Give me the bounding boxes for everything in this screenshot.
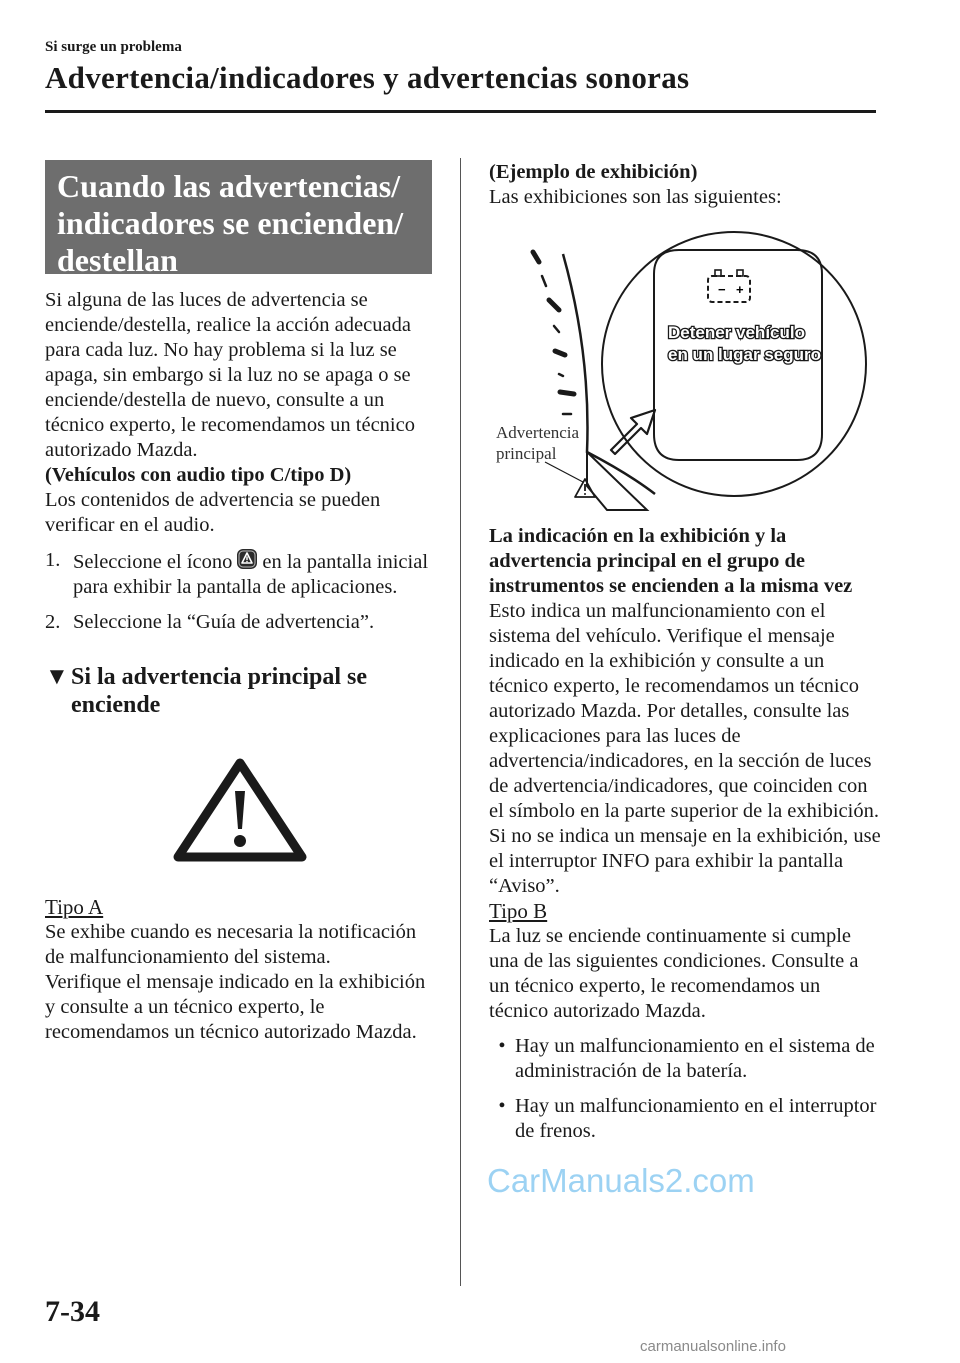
tipo-b-heading: Tipo B (489, 899, 548, 923)
header-rule (45, 110, 876, 113)
section-title-box: Cuando las advertencias/ indicadores se encienden/ destellan (45, 160, 432, 274)
audio-text: Los contenidos de advertencia se pueden verificar en el audio. (45, 489, 381, 536)
tipo-a-heading: Tipo A (45, 895, 104, 919)
step-number: 1. (45, 549, 61, 571)
bullet-icon: • (498, 1035, 506, 1057)
example-heading: (Ejemplo de exhibición) (489, 161, 698, 183)
tipo-a-text-2: Verifique el mensaje indicado en la exhibición y consulte a un técnico experto, le recomendamos un técnico autorizado Mazda. (45, 971, 426, 1043)
subsection-heading-text: Si la advertencia principal se enciende (71, 664, 367, 718)
simultaneous-body: Esto indica un malfuncionamiento con el sistema del vehículo. Verifique el mensaje indicado en la exhibición y consulte a un técnico experto, le recomendamos un técnico autorizado Mazda. Por detalles, consulte las explicaciones para las luces de advertencia/indicadores, en la sección de luces de advertencia/indicadores, que coinciden con el símbolo en la parte superior de la exhibición. Si no se indica un mensaje en la exhibición, use el interruptor INFO para exhibir la pantalla “Aviso”. (489, 600, 881, 897)
list-item (489, 1034, 884, 1084)
step-number: 2. (45, 611, 61, 633)
callout-line-1: Advertencia (496, 423, 580, 442)
display-example-figure (479, 224, 874, 514)
master-warning-icon (575, 479, 595, 497)
battery-plus-sign: + (736, 282, 744, 297)
subsection-heading (45, 663, 435, 719)
steps-list (45, 548, 435, 635)
bullet-icon: • (498, 1095, 506, 1117)
tipo-a-text: Se exhibe cuando es necesaria la notificación de malfuncionamiento del sistema. (45, 921, 417, 968)
bullet-text: Hay un malfuncionamiento en el sistema de administración de la batería. (515, 1035, 875, 1082)
display-message-line-2: en un lugar seguro (668, 345, 822, 364)
step-item (45, 610, 435, 635)
app-icon (236, 548, 258, 570)
tipo-b-text: La luz se enciende continuamente si cumple una de las siguientes condiciones. Consulte a un técnico experto, le recomendamos un técnico autorizado Mazda. (489, 925, 859, 1022)
page-number: 7-34 (45, 1295, 100, 1328)
audio-heading: (Vehículos con audio tipo C/tipo D) (45, 464, 352, 486)
bullet-text: Hay un malfuncionamiento en el interruptor de frenos. (515, 1095, 877, 1142)
callout-leader-line (545, 462, 583, 482)
page-header: Advertencia/indicadores y advertencias sonoras (45, 60, 690, 95)
left-column (45, 160, 435, 1045)
section-label: Si surge un problema (45, 39, 182, 55)
intro-paragraph: Si alguna de las luces de advertencia se enciende/destella, realice la acción adecuada para cada luz. No hay problema si la luz se apaga, sin embargo si la luz no se apaga o se enciende/destella de nuevo, consulte a un técnico experto, le recomendamos un técnico autorizado Mazda. (45, 289, 415, 461)
list-item (489, 1094, 884, 1144)
example-text: Las exhibiciones son las siguientes: (489, 186, 782, 208)
master-warning-callout (496, 422, 579, 464)
battery-minus-sign: − (718, 282, 726, 297)
simultaneous-heading: La indicación en la exhibición y la advertencia principal en el grupo de instrumentos se encienden a la misma vez (489, 525, 853, 597)
column-divider (460, 158, 461, 1286)
instrument-cluster-illustration (479, 224, 874, 514)
step-text: Seleccione la “Guía de advertencia”. (73, 611, 375, 633)
step-text-after: en la pantalla inicial para exhibir la pantalla de aplicaciones. (73, 551, 429, 598)
triangle-down-icon: ▼ (45, 664, 69, 690)
master-warning-symbol (45, 755, 435, 865)
step-text-before: Seleccione el ícono (73, 551, 233, 573)
right-column (489, 160, 884, 1144)
display-message-line-1: Detener vehículo (668, 323, 805, 342)
callout-line-2: principal (496, 444, 557, 463)
step-item (45, 548, 435, 600)
step-text (73, 548, 435, 600)
watermark-footer: carmanualsonline.info (640, 1338, 786, 1355)
watermark-logo: CarManuals2.com (487, 1162, 755, 1199)
warning-triangle-icon (170, 755, 310, 865)
